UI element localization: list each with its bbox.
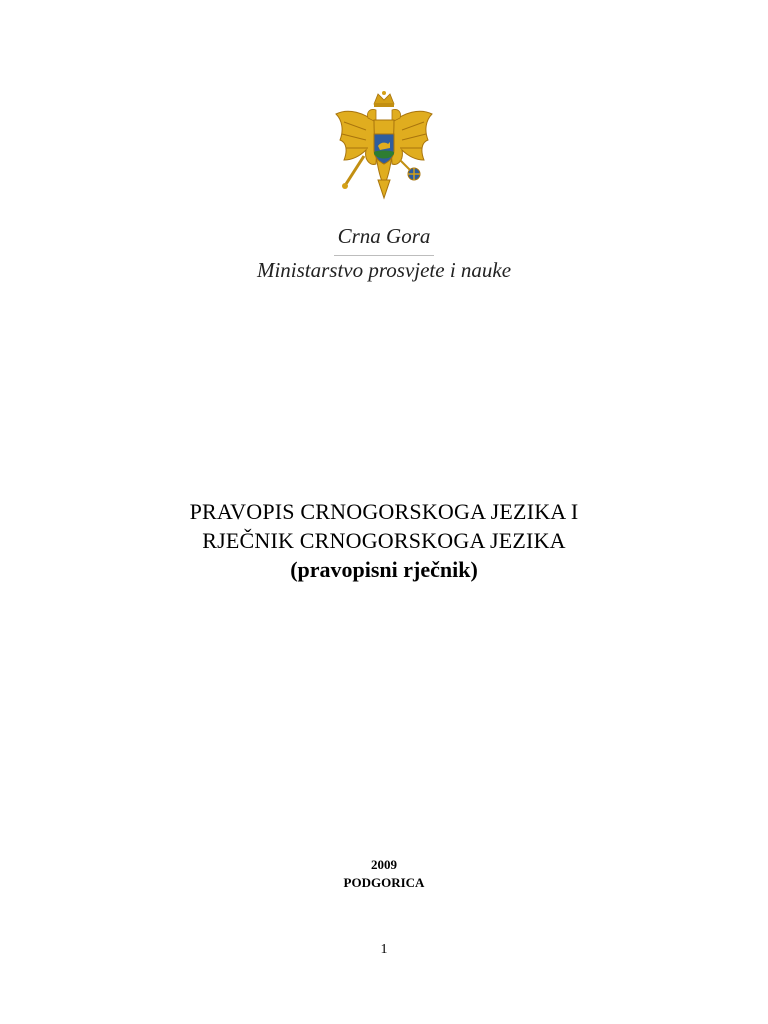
title-line-2: RJEČNIK CRNOGORSKOGA JEZIKA (202, 528, 566, 553)
page-number: 1 (380, 942, 388, 957)
montenegro-coat-of-arms-icon (330, 90, 438, 206)
ministry-name: Ministarstvo prosvjete i nauke (256, 258, 512, 282)
header-divider (334, 255, 434, 256)
title-line-1: PRAVOPIS CRNOGORSKOGA JEZIKA I (189, 499, 579, 524)
publication-year: 2009 (371, 857, 397, 872)
document-title (0, 497, 768, 584)
country-name: Crna Gora (337, 224, 431, 248)
publication-city: PODGORICA (343, 875, 425, 890)
document-subtitle: (pravopisni rječnik) (290, 557, 478, 582)
